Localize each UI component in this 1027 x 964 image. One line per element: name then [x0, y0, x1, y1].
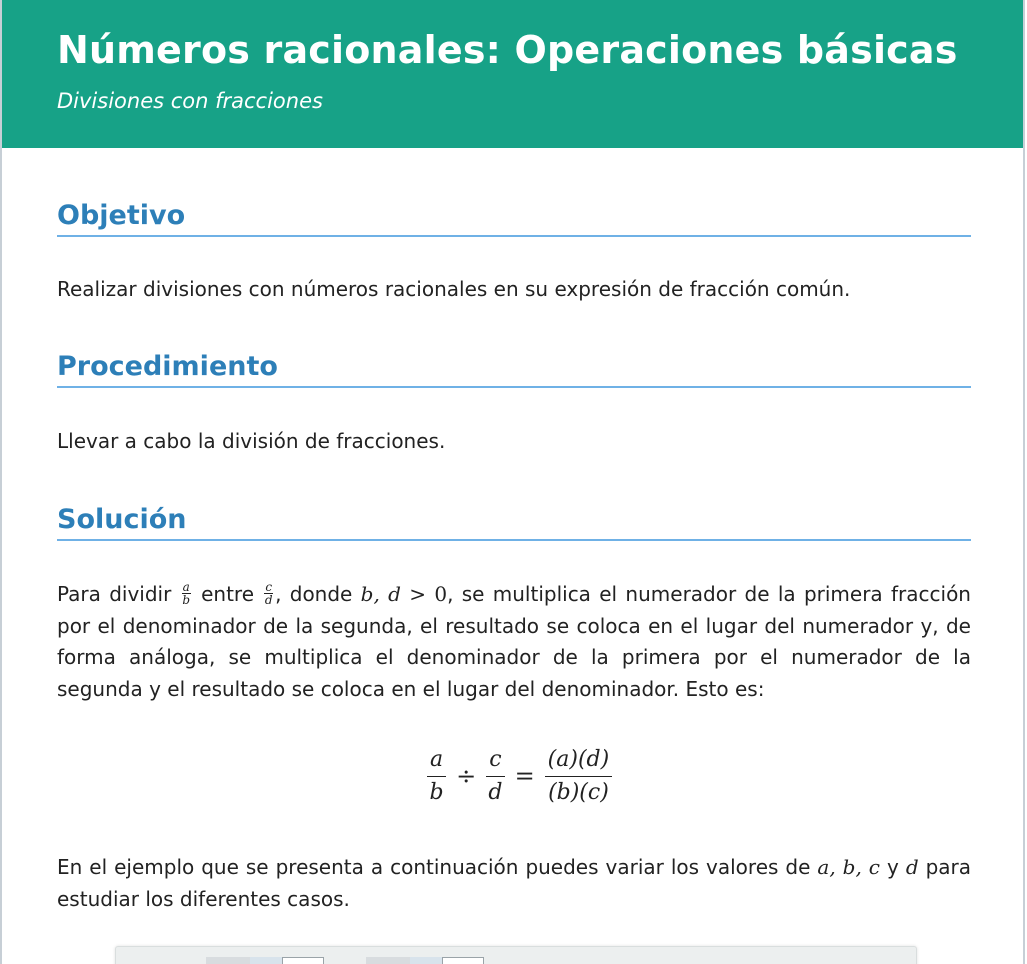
formula-fraction-a-b — [427, 747, 446, 806]
solucion-p2-intro: En el ejemplo que se presenta a continuación puedes variar los valores de — [57, 855, 811, 879]
objetivo-text: Realizar divisiones con números racionales en su expresión de fracción común. — [57, 277, 851, 301]
formula-numerator: a — [427, 747, 446, 777]
page-header — [2, 0, 1023, 148]
spinner-decrement-button[interactable] — [206, 957, 250, 964]
frac-denominator: b — [182, 593, 191, 607]
spinner-decrement-button[interactable] — [366, 957, 410, 964]
solucion-p1-entre: entre — [201, 582, 255, 606]
solucion-p1-donde: , donde — [275, 582, 353, 606]
page-title: Números racionales: Operaciones básicas — [57, 28, 958, 72]
solucion-p2-rest: para estudiar los diferentes casos. — [57, 855, 972, 911]
fraction-c-over-d — [264, 581, 273, 606]
frac-numerator: a — [182, 580, 190, 594]
formula-result-numerator: (a)(d) — [545, 747, 613, 777]
spinner-value-input[interactable] — [442, 957, 484, 964]
section-title-solucion: Solución — [57, 504, 971, 541]
divide-operator: ÷ — [456, 762, 477, 790]
spinner-value-input[interactable] — [282, 957, 324, 964]
solucion-paragraph-1 — [57, 579, 971, 705]
solucion-paragraph-2 — [57, 852, 971, 915]
interactive-example-panel — [115, 946, 917, 964]
formula-numerator: c — [486, 747, 504, 777]
equals-operator: = — [514, 762, 535, 790]
formula-fraction-c-d — [486, 747, 504, 806]
formula-denominator: d — [488, 779, 503, 805]
fraction-a-over-b — [182, 581, 191, 606]
formula-denominator: b — [429, 779, 444, 805]
solucion-p2-y: y — [886, 855, 899, 879]
vars-list: a, b, c — [817, 855, 880, 879]
formula-result-denominator: (b)(c) — [548, 779, 609, 805]
frac-numerator: c — [265, 580, 273, 594]
frac-denominator: d — [264, 593, 273, 607]
var-d: d — [905, 855, 919, 879]
solucion-p1-intro: Para dividir — [57, 582, 172, 606]
division-formula — [57, 744, 971, 814]
solucion-p1-rest: , se multiplica el numerador de la primera fracción por el denominador de la segunda, el resultado se coloca en el lugar del numerador y, de forma análoga, se multiplica el denominador de la primera por el numerador de la segunda y el resultado se coloca en el lugar del denominador. Esto es: — [57, 582, 971, 701]
numerator-c-spinner[interactable] — [366, 957, 484, 964]
section-title-objetivo: Objetivo — [57, 200, 971, 237]
page-subtitle: Divisiones con fracciones — [57, 89, 323, 113]
spinner-increment-button[interactable] — [250, 957, 282, 964]
spinner-increment-button[interactable] — [410, 957, 442, 964]
procedimiento-text: Llevar a cabo la división de fracciones. — [57, 429, 446, 453]
section-title-procedimiento: Procedimiento — [57, 351, 971, 388]
condition-relation: > 0 — [409, 582, 448, 606]
condition-vars: b, d — [360, 582, 401, 606]
formula-result-fraction — [545, 747, 613, 806]
numerator-a-spinner[interactable] — [206, 957, 324, 964]
